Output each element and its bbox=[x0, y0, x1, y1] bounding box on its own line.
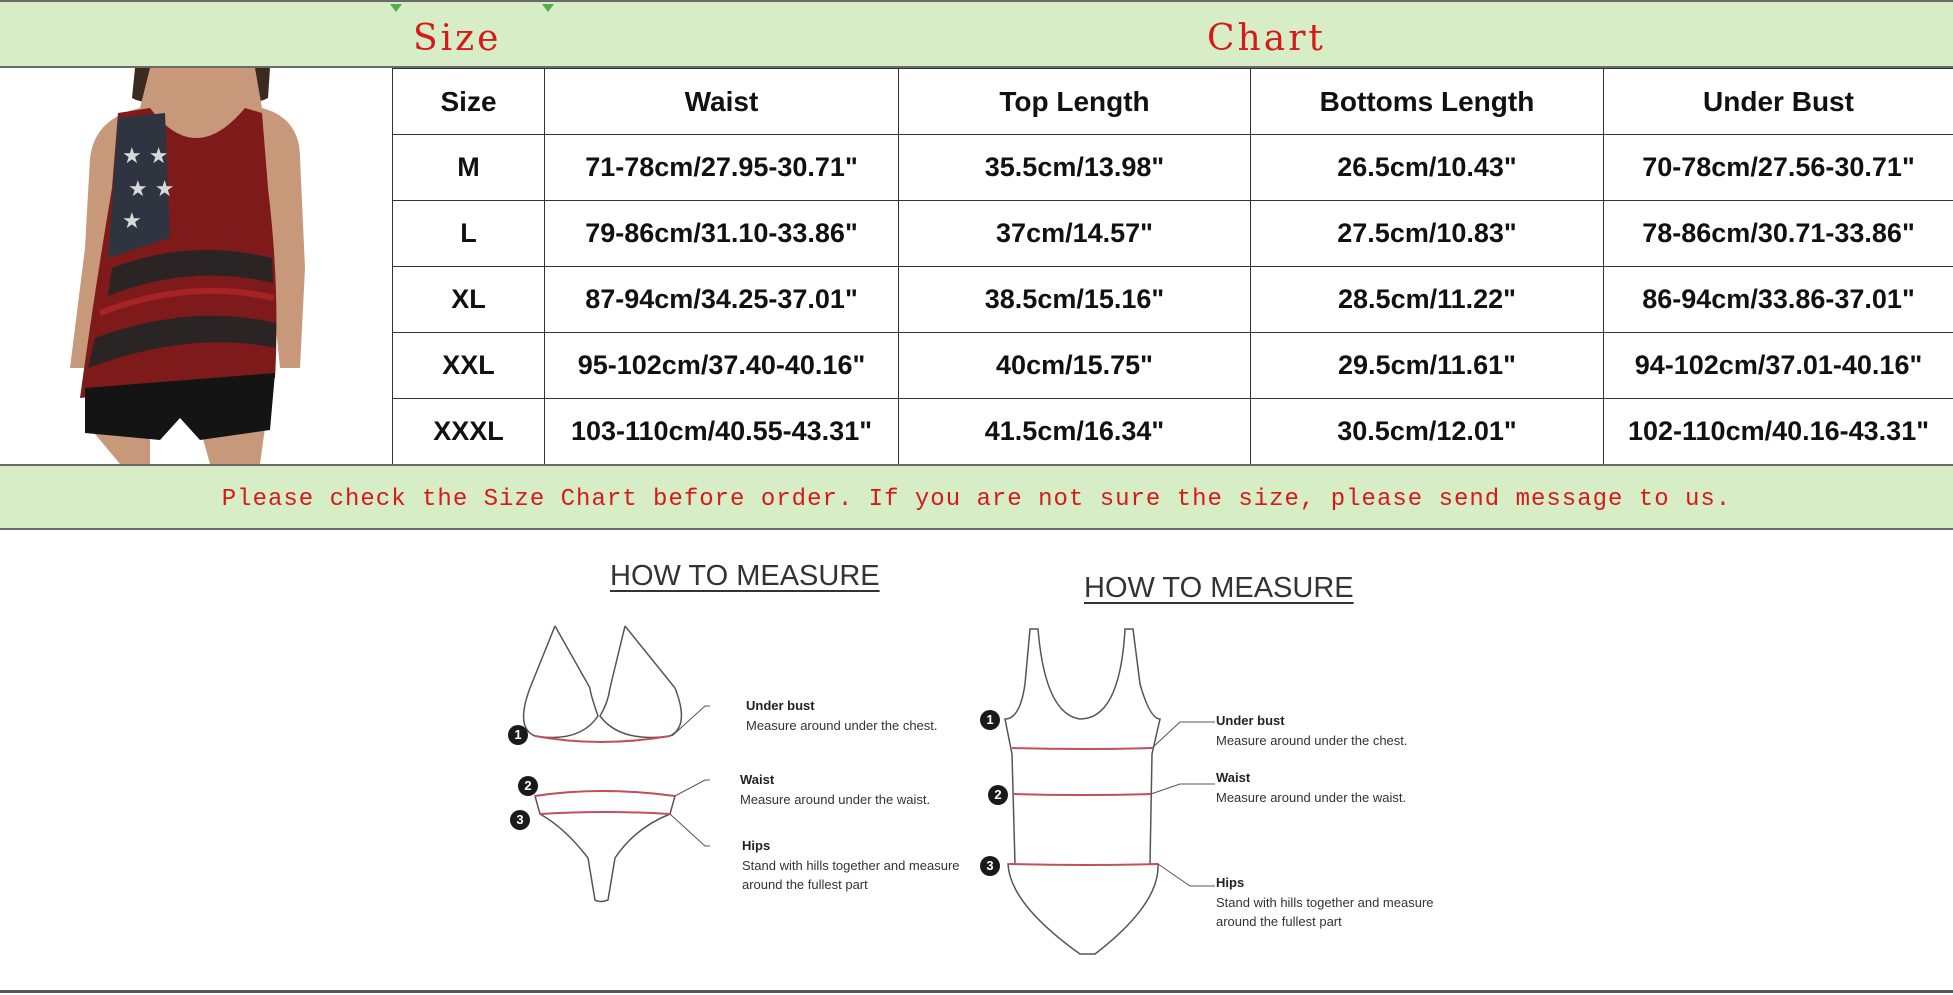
column-header-top-length: Top Length bbox=[899, 69, 1251, 135]
column-header-under-bust: Under Bust bbox=[1604, 69, 1953, 135]
bottom-divider bbox=[0, 990, 1953, 993]
cell-bottoms-length: 29.5cm/11.61" bbox=[1251, 333, 1604, 399]
bikini-label-under-bust: Under bust bbox=[746, 698, 815, 713]
table-row bbox=[393, 135, 1953, 201]
swimsuit-model-image bbox=[0, 68, 392, 464]
cell-bottoms-length: 26.5cm/10.43" bbox=[1251, 135, 1604, 201]
tick-mark-right bbox=[542, 4, 554, 12]
bikini-marker-2: 2 bbox=[518, 776, 538, 796]
product-photo bbox=[0, 68, 392, 464]
cell-waist: 79-86cm/31.10-33.86" bbox=[545, 201, 899, 267]
cell-bottoms-length: 27.5cm/10.83" bbox=[1251, 201, 1604, 267]
bikini-label-waist: Waist bbox=[740, 772, 775, 787]
how-to-measure-title-bikini: HOW TO MEASURE bbox=[610, 560, 880, 592]
one-piece-marker-2: 2 bbox=[988, 785, 1008, 805]
cell-under-bust: 86-94cm/33.86-37.01" bbox=[1604, 267, 1953, 333]
one-piece-desc-hips: Stand with hills together and measure around the fullest part bbox=[1216, 895, 1434, 929]
cell-size: L bbox=[393, 201, 545, 267]
svg-text:★ ★: ★ ★ bbox=[122, 144, 169, 169]
size-note-text: Please check the Size Chart before order. If you are not sure the size, please send message to us. bbox=[221, 486, 1732, 513]
bikini-diagram bbox=[500, 618, 710, 908]
header-band bbox=[0, 0, 1953, 68]
one-piece-marker-1: 1 bbox=[980, 710, 1000, 730]
cell-under-bust: 78-86cm/30.71-33.86" bbox=[1604, 201, 1953, 267]
cell-top-length: 38.5cm/15.16" bbox=[899, 267, 1251, 333]
one-piece-label-hips: Hips bbox=[1216, 875, 1245, 890]
cell-top-length: 41.5cm/16.34" bbox=[899, 399, 1251, 465]
cell-under-bust: 94-102cm/37.01-40.16" bbox=[1604, 333, 1953, 399]
cell-size: M bbox=[393, 135, 545, 201]
cell-waist: 103-110cm/40.55-43.31" bbox=[545, 399, 899, 465]
note-band bbox=[0, 464, 1953, 530]
cell-bottoms-length: 30.5cm/12.01" bbox=[1251, 399, 1604, 465]
one-piece-desc-waist: Measure around under the waist. bbox=[1216, 790, 1407, 805]
bikini-desc-hips: Stand with hills together and measure around the fullest part bbox=[742, 858, 960, 892]
header-title-size: Size bbox=[413, 18, 502, 59]
tick-mark-left bbox=[390, 4, 402, 12]
column-header-waist: Waist bbox=[545, 69, 899, 135]
one-piece-marker-3: 3 bbox=[980, 856, 1000, 876]
svg-text:★: ★ bbox=[122, 209, 142, 234]
svg-text:★ ★: ★ ★ bbox=[128, 177, 175, 202]
one-piece-label-waist: Waist bbox=[1216, 770, 1251, 785]
bikini-label-hips: Hips bbox=[742, 838, 771, 853]
cell-waist: 87-94cm/34.25-37.01" bbox=[545, 267, 899, 333]
table-header-row bbox=[393, 69, 1953, 135]
cell-top-length: 40cm/15.75" bbox=[899, 333, 1251, 399]
one-piece-desc-under-bust: Measure around under the chest. bbox=[1216, 733, 1408, 748]
cell-size: XXXL bbox=[393, 399, 545, 465]
bikini-desc-waist: Measure around under the waist. bbox=[740, 792, 931, 807]
one-piece-diagram bbox=[1000, 624, 1220, 964]
cell-size: XXL bbox=[393, 333, 545, 399]
table-row bbox=[393, 333, 1953, 399]
cell-size: XL bbox=[393, 267, 545, 333]
cell-top-length: 35.5cm/13.98" bbox=[899, 135, 1251, 201]
table-row bbox=[393, 267, 1953, 333]
how-to-measure-title-one-piece: HOW TO MEASURE bbox=[1084, 572, 1354, 604]
cell-under-bust: 102-110cm/40.16-43.31" bbox=[1604, 399, 1953, 465]
cell-waist: 95-102cm/37.40-40.16" bbox=[545, 333, 899, 399]
size-chart-table bbox=[392, 68, 1953, 465]
bikini-marker-1: 1 bbox=[508, 725, 528, 745]
bikini-marker-3: 3 bbox=[510, 810, 530, 830]
cell-top-length: 37cm/14.57" bbox=[899, 201, 1251, 267]
cell-bottoms-length: 28.5cm/11.22" bbox=[1251, 267, 1604, 333]
bikini-desc-under-bust: Measure around under the chest. bbox=[746, 718, 938, 733]
one-piece-label-under-bust: Under bust bbox=[1216, 713, 1285, 728]
cell-under-bust: 70-78cm/27.56-30.71" bbox=[1604, 135, 1953, 201]
header-title-chart: Chart bbox=[1207, 18, 1326, 59]
column-header-bottoms-length: Bottoms Length bbox=[1251, 69, 1604, 135]
cell-waist: 71-78cm/27.95-30.71" bbox=[545, 135, 899, 201]
table-row bbox=[393, 201, 1953, 267]
table-row bbox=[393, 399, 1953, 465]
column-header-size: Size bbox=[393, 69, 545, 135]
